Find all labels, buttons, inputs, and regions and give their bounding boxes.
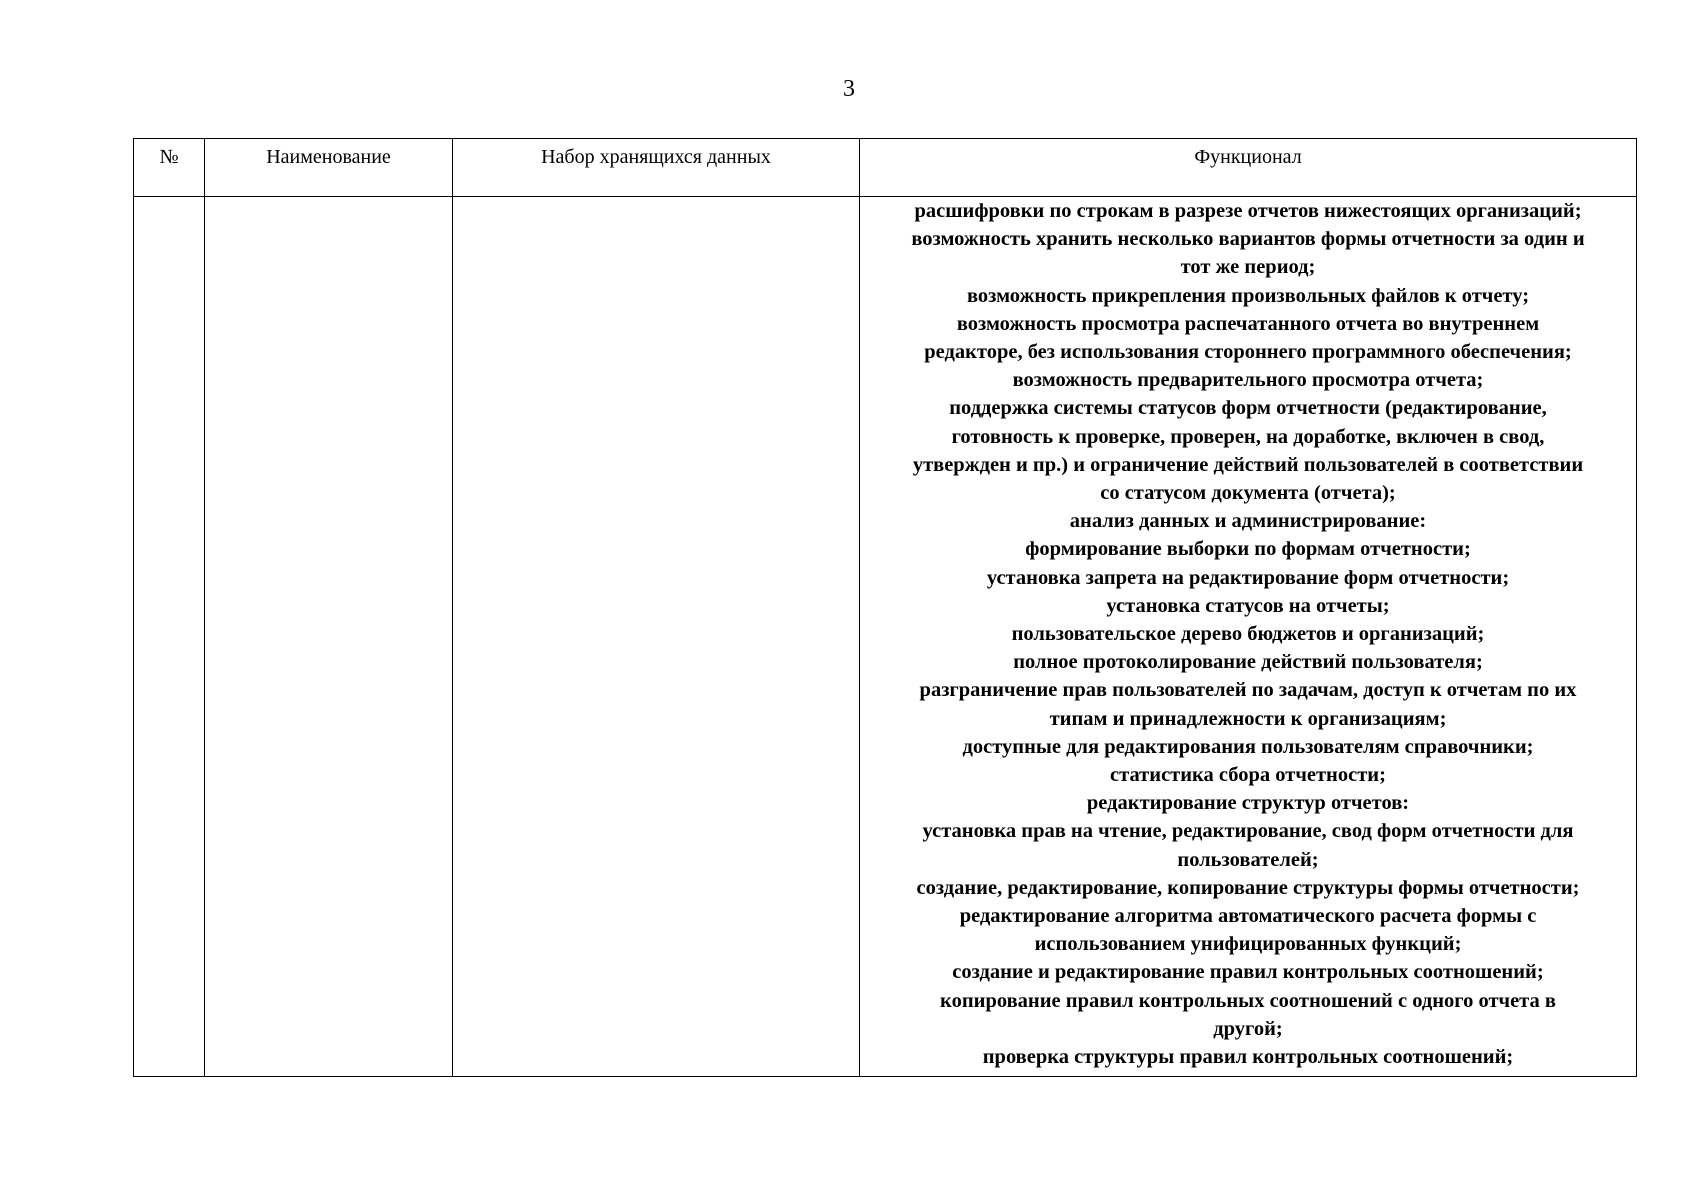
func-line: доступные для редактирования пользователям справочники; [962, 735, 1534, 758]
table-header [134, 139, 1637, 197]
func-line: редактирование структур отчетов: [1086, 792, 1410, 815]
header-name: Наименование [205, 139, 453, 197]
func-line: редакторе, без использования стороннего программного обеспечения; [924, 341, 1572, 364]
func-line: расшифровки по строкам в разрезе отчетов нижестоящих организаций; [914, 200, 1582, 222]
func-line: со статусом документа (отчета); [1100, 482, 1396, 505]
func-line: установка прав на чтение, редактирование, свод форм отчетности для [922, 820, 1574, 843]
func-line: возможность хранить несколько вариантов формы отчетности за один и [911, 228, 1585, 251]
func-line: возможность предварительного просмотра отчета; [1012, 369, 1484, 392]
func-line: пользователей; [1177, 848, 1319, 871]
func-line: возможность прикрепления произвольных файлов к отчету; [966, 284, 1530, 307]
func-line: типам и принадлежности к организациям; [1049, 707, 1447, 730]
header-data: Набор хранящихся данных [453, 139, 860, 197]
func-line: использованием унифицированных функций; [1034, 933, 1462, 956]
func-line: полное протоколирование действий пользователя; [1013, 651, 1483, 674]
func-line: пользовательское дерево бюджетов и организаций; [1011, 623, 1485, 646]
func-line: создание, редактирование, копирование структуры формы отчетности; [916, 876, 1580, 899]
func-line: создание и редактирование правил контрольных соотношений; [952, 961, 1544, 984]
func-line: готовность к проверке, проверен, на доработке, включен в свод, [951, 425, 1545, 448]
func-line: установка запрета на редактирование форм отчетности; [986, 566, 1510, 589]
func-line: статистика сбора отчетности; [1110, 764, 1386, 787]
cell-func [860, 197, 1637, 1077]
func-line: поддержка системы статусов форм отчетности (редактирование, [949, 397, 1547, 420]
func-line: анализ данных и администрирование: [1069, 510, 1427, 533]
table-row [134, 197, 1637, 1077]
func-line: проверка структуры правил контрольных соотношений; [982, 1046, 1514, 1069]
page-number: 3 [843, 76, 855, 102]
header-num: № [134, 139, 205, 197]
func-line: разграничение прав пользователей по задачам, доступ к отчетам по их [919, 679, 1577, 702]
cell-name [205, 197, 453, 1077]
func-line: формирование выборки по формам отчетности; [1025, 538, 1471, 561]
header-row [134, 139, 1637, 197]
header-func: Функционал [860, 139, 1637, 197]
func-line: возможность просмотра распечатанного отчета во внутреннем [956, 312, 1540, 335]
specification-table [133, 138, 1637, 1077]
func-line: тот же период; [1180, 256, 1316, 279]
cell-num [134, 197, 205, 1077]
func-line: другой; [1213, 1017, 1283, 1040]
func-line: установка статусов на отчеты; [1106, 594, 1390, 617]
cell-data [453, 197, 860, 1077]
func-line: утвержден и пр.) и ограничение действий пользователей в соответствии [912, 453, 1584, 476]
func-line: редактирование алгоритма автоматического расчета формы с [959, 905, 1537, 928]
table-body [134, 197, 1637, 1077]
func-line: копирование правил контрольных соотношений с одного отчета в [940, 989, 1556, 1012]
